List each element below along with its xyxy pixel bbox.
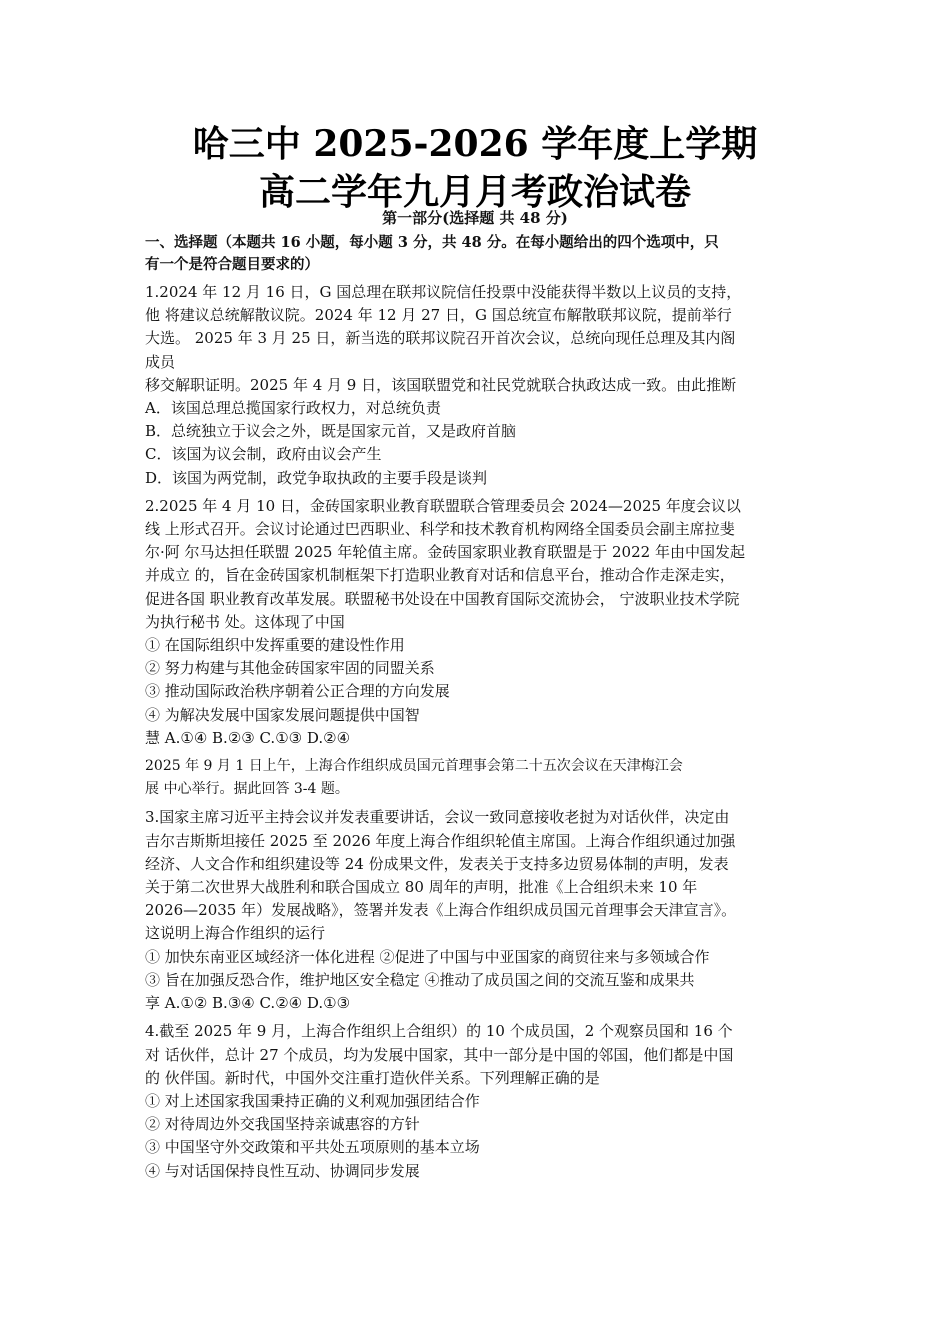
statement-4: ④ 与对话国保持良性互动、协调同步发展 [145,1161,420,1180]
section-heading-line: 一、选择题（本题共 16 小题，每小题 3 分，共 48 分。在每小题给出的四个选项中，只 [145,234,719,251]
question-text-line: 4.截至 2025 年 9 月，上海合作组织上合组织）的 10 个成员国，2 个观察员国和 16 个 [145,1022,733,1041]
exam-title-line2: 高二学年九月月考政治试卷 [258,171,691,213]
section-heading-line: 有一个是符合题目要求的） [145,256,319,273]
question-text-line: 尔·阿 尔马达担任联盟 2025 年轮值主席。金砖国家职业教育联盟是于 2022 年由中国发起 [145,543,745,562]
question-text-line: 2026—2035 年）发展战略》，签署并发表《上海合作组织成员国元首理事会天津宣言》。 [145,901,737,920]
question-text-line: 吉尔吉斯斯坦接任 2025 至 2026 年度上海合作组织轮值主席国。上海合作组织通过加强 [145,831,736,850]
question-text-line: 2.2025 年 4 月 10 日，金砖国家职业教育联盟联合管理委员会 2024—2025 年度会议以 [145,496,741,515]
answer-options: 慧 A.①④ B.②③ C.①③ D.②④ [145,728,351,747]
statement-1: ① 对上述国家我国秉持正确的义利观加强团结合作 [145,1091,480,1110]
question-text-line: 大选。 2025 年 3 月 25 日，新当选的联邦议院召开首次会议，总统向现任总理及其内阁 [145,329,736,348]
statement-3: ③ 推动国际政治秩序朝着公正合理的方向发展 [145,682,450,701]
question-text-line: 促进各国 职业教育改革发展。联盟秘书处设在中国教育国际交流协会， 宁波职业技术学院 [145,589,740,608]
exam-title-line1: 哈三中 2025-2026 学年度上学期 [192,123,758,165]
question-3 [145,806,810,1015]
question-text-line: 移交解职证明。2025 年 4 月 9 日，该国联盟党和社民党就联合执政达成一致。由此推断 [145,375,737,394]
statement-3: ③ 中国坚守外交政策和平共处五项原则的基本立场 [145,1138,480,1157]
statement-4: ④ 为解决发展中国家发展问题提供中国智 [145,705,420,724]
option-a: A．该国总理总揽国家行政权力，对总统负责 [145,399,441,418]
option-d: D．该国为两党制，政党争取执政的主要手段是谈判 [145,468,488,487]
statement-1: ① 在国际组织中发挥重要的建设性作用 [145,636,405,655]
question-4 [145,1020,810,1182]
part-heading: 第一部分(选择题 共 48 分) [382,209,568,227]
question-text-line: 成员 [145,352,176,371]
question-text-line: 1.2024 年 12 月 16 日，G 国总理在联邦议院信任投票中没能获得半数以上议员的支持， [145,283,742,301]
statement-2: ② 对待周边外交我国坚持亲诚惠容的方针 [145,1115,420,1134]
intro-line: 2025 年 9 月 1 日上午，上海合作组织成员国元首理事会第二十五次会议在天津梅江会 [145,758,683,775]
question-text-line: 对 话伙伴，总计 27 个成员，均为发展中国家，其中一部分是中国的邻国，他们都是中国 [145,1045,734,1064]
question-text-line: 经济、人文合作和组织建设等 24 份成果文件，发表关于支持多边贸易体制的声明，发表 [145,854,729,873]
question-1 [145,281,810,490]
option-c: C．该国为议会制，政府由议会产生 [145,445,382,464]
question-2 [145,495,810,750]
exam-content [145,232,810,1183]
question-text-line: 这说明上海合作组织的运行 [145,924,326,943]
question-text-line: 关于第二次世界大战胜利和联合国成立 80 周年的声明，批准《上合组织未来 10 年 [145,878,698,897]
question-text-line: 他 将建议总统解散议院。2024 年 12 月 27 日，G 国总统宣布解散联邦议院，提前举行 [145,306,732,325]
context-intro [145,755,810,801]
question-text-line: 的 伙伴国。新时代，中国外交注重打造伙伴关系。下列理解正确的是 [145,1068,600,1087]
statement-1-2: ① 加快东南亚区域经济一体化进程 ②促进了中国与中亚国家的商贸往来与多领域合作 [145,947,710,966]
intro-line: 展 中心举行。据此回答 3-4 题。 [145,781,349,798]
question-text-line: 3.国家主席习近平主持会议并发表重要讲话，会议一致同意接收老挝为对话伙伴，决定由 [145,808,730,827]
section-heading [145,232,810,276]
question-text-line: 并成立 的，旨在金砖国家机制框架下打造职业教育对话和信息平台，推动合作走深走实， [145,566,735,585]
statement-3-4: ③ 旨在加强反恐合作，维护地区安全稳定 ④推动了成员国之间的交流互鉴和成果共 [145,970,695,989]
option-b: B．总统独立于议会之外，既是国家元首，又是政府首脑 [145,422,517,441]
question-text-line: 线 上形式召开。会议讨论通过巴西职业、科学和技术教育机构网络全国委员会副主席拉斐 [145,520,735,539]
question-text-line: 为执行秘书 处。这体现了中国 [145,612,345,631]
statement-2: ② 努力构建与其他金砖国家牢固的同盟关系 [145,659,435,678]
answer-options: 享 A.①② B.③④ C.②④ D.①③ [145,994,351,1013]
